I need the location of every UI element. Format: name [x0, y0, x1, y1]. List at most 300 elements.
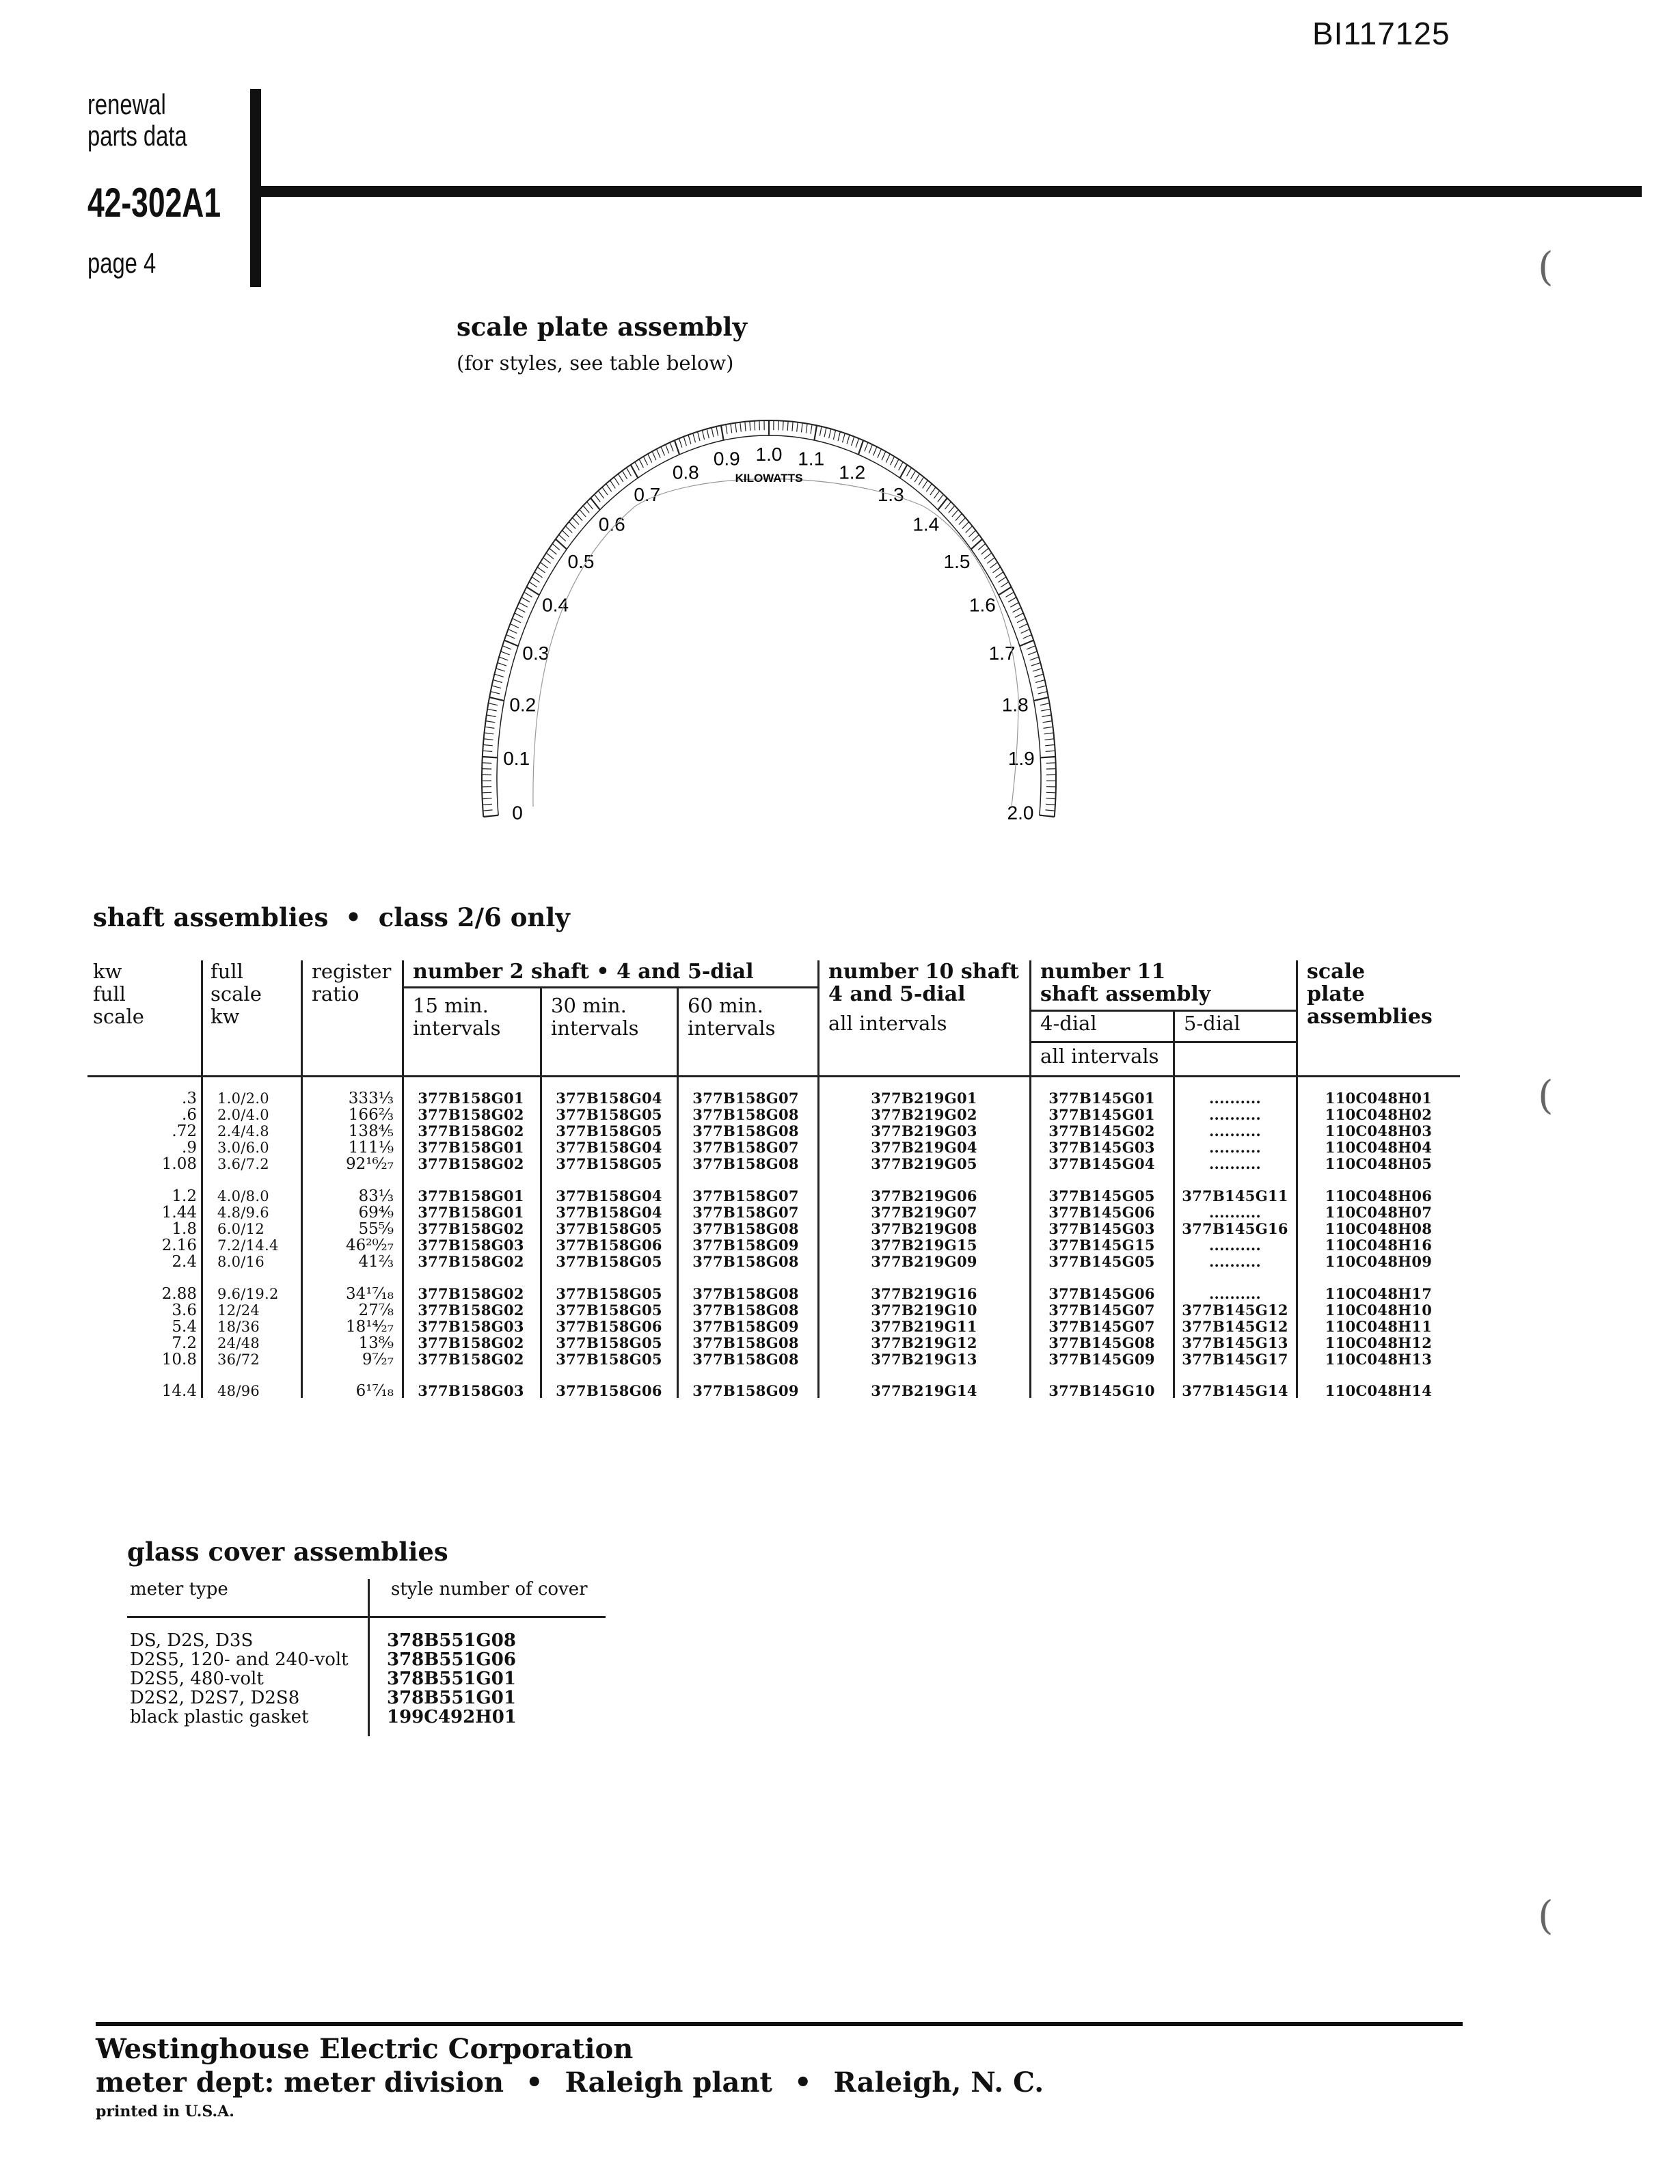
dial-value-label: 0.8 — [672, 461, 699, 483]
kilowatts-scale-dial — [451, 396, 1094, 820]
col-60-min: 60 min. intervals — [688, 994, 776, 1040]
cell-scale-plate: 110C048H17 110C048H10 110C048H11 110C048H12 110C048H13 — [1325, 1285, 1433, 1368]
dial-tick — [587, 502, 593, 509]
dial-tick — [949, 506, 955, 513]
dial-tick — [1019, 624, 1028, 628]
cell-kw-full-scale: 14.4 — [161, 1382, 197, 1400]
dial-tick — [926, 484, 932, 492]
dial-tick — [534, 572, 543, 578]
dial-tick — [787, 421, 788, 431]
dial-tick — [627, 468, 632, 476]
dial-tick — [483, 745, 493, 746]
dial-tick — [1040, 703, 1050, 705]
dial-value-label: 0.6 — [598, 513, 625, 535]
dial-tick — [910, 471, 915, 479]
dial-tick — [907, 468, 912, 476]
dial-tick — [712, 428, 714, 437]
dial-tick — [819, 427, 822, 436]
dial-value-label: 2.0 — [1007, 802, 1034, 820]
dial-tick — [483, 815, 498, 817]
column-rule — [1296, 960, 1298, 1398]
dial-tick — [1023, 635, 1032, 639]
dial-tick — [811, 424, 812, 434]
dial-value-label: 1.9 — [1007, 748, 1035, 770]
bullet: • — [525, 2066, 543, 2099]
margin-mark: ( — [1538, 243, 1554, 290]
dial-tick — [614, 477, 620, 485]
dial-tick — [838, 432, 840, 442]
dial-tick — [987, 558, 994, 564]
scale-plate-subtitle: (for styles, see table below) — [457, 351, 734, 375]
header-rule — [1029, 1041, 1296, 1043]
dial-tick — [501, 651, 510, 655]
dial-tick — [735, 423, 737, 433]
cell-kw-full-scale: 2.88 3.6 5.4 7.2 10.8 — [161, 1285, 197, 1369]
col-number-11-all-intervals: all intervals — [1040, 1044, 1159, 1068]
header-bottom-rule — [87, 1075, 1460, 1077]
col-5-dial: 5-dial — [1184, 1012, 1241, 1035]
shaft-assemblies-title — [93, 902, 570, 932]
bullet: • — [794, 2066, 812, 2099]
dial-tick — [631, 465, 638, 478]
dial-tick — [492, 686, 502, 688]
col-full-scale-kw: full scale kw — [211, 960, 262, 1028]
dial-tick — [938, 494, 944, 502]
dial-value-label: 1.1 — [798, 448, 825, 470]
dial-tick — [814, 425, 817, 440]
dial-tick — [595, 494, 601, 502]
dial-tick — [843, 433, 845, 443]
dial-tick — [716, 427, 718, 436]
col-kw-full-scale: kw full scale — [93, 960, 144, 1028]
dial-value-label: 1.4 — [912, 513, 940, 535]
col-number-10-shaft: number 10 shaft 4 and 5-dial — [828, 960, 1019, 1006]
glass-header-rule — [127, 1616, 606, 1618]
dial-tick — [526, 587, 539, 595]
dial-tick — [648, 454, 652, 463]
dial-tick — [852, 437, 854, 446]
dial-tick — [952, 510, 958, 517]
cell-number-10: 377B219G14 — [871, 1382, 977, 1399]
cell-15-min: 377B158G02 377B158G02 377B158G03 377B158G02 377B158G02 — [418, 1285, 524, 1368]
dial-tick — [580, 510, 586, 517]
dial-tick — [1045, 810, 1055, 811]
dial-tick — [956, 513, 962, 520]
dial-tick — [759, 420, 760, 430]
footer-dept: meter dept: meter division — [96, 2066, 504, 2099]
glass-cover-title: glass cover assemblies — [127, 1537, 448, 1567]
cell-register-ratio: 333⅓ 166⅔ 138⅘ 111⅑ 92¹⁶⁄₂₇ — [346, 1090, 394, 1173]
dial-tick — [1021, 630, 1030, 634]
dial-tick — [486, 721, 496, 723]
dial-tick — [482, 763, 491, 764]
column-rule — [402, 960, 404, 1398]
dial-tick — [1020, 641, 1033, 647]
dial-tick — [1033, 669, 1042, 671]
cell-number-10: 377B219G06 377B219G07 377B219G08 377B219G15 377B219G09 — [871, 1187, 977, 1270]
dial-tick — [1013, 608, 1021, 612]
header-vertical-rule — [250, 89, 261, 287]
dial-tick — [515, 613, 523, 618]
dial-value-label: 0.4 — [542, 594, 569, 616]
dial-tick — [524, 592, 532, 597]
footer-plant: Raleigh plant — [565, 2066, 773, 2099]
header-rule — [402, 986, 817, 988]
dial-tick — [489, 703, 498, 705]
dial-tick — [833, 430, 835, 440]
header-rule — [1029, 1010, 1296, 1012]
cell-full-scale-kw: 48/96 — [217, 1383, 260, 1399]
document-number: 42-302A1 — [87, 180, 221, 226]
cell-15-min: 377B158G01 377B158G01 377B158G02 377B158G03 377B158G02 — [418, 1187, 524, 1270]
dial-tick — [1030, 657, 1039, 660]
scale-plate-title: scale plate assembly — [457, 312, 747, 342]
dial-tick — [598, 491, 604, 498]
dial-tick — [483, 810, 493, 811]
dial-tick — [1041, 709, 1051, 711]
dial-tick — [1027, 646, 1035, 649]
dial-value-label: 0.5 — [567, 551, 595, 573]
dial-tick — [1046, 763, 1056, 764]
dial-tick — [1044, 739, 1054, 740]
dial-tick — [550, 548, 557, 554]
dial-tick — [506, 635, 515, 639]
dial-tick — [482, 792, 491, 793]
dial-tick — [519, 602, 528, 607]
cell-kw-full-scale: .3 .6 .72 .9 1.08 — [161, 1090, 197, 1173]
dial-tick — [1008, 597, 1016, 602]
dial-tick — [483, 804, 492, 805]
dial-tick — [1005, 592, 1014, 597]
dial-tick — [797, 422, 798, 432]
dial-tick — [707, 429, 709, 438]
dial-tick — [1017, 619, 1026, 623]
dial-tick — [962, 522, 969, 528]
dial-tick — [657, 449, 661, 458]
dial-tick — [1037, 686, 1046, 688]
cell-15-min: 377B158G03 — [418, 1382, 524, 1399]
dial-tick — [484, 739, 493, 740]
page-number: page 4 — [87, 247, 157, 279]
dial-tick — [778, 420, 779, 430]
cell-30-min: 377B158G06 — [556, 1382, 662, 1399]
cell-full-scale-kw: 4.0/8.0 4.8/9.6 6.0/12 7.2/14.4 8.0/16 — [217, 1188, 279, 1270]
dial-tick — [661, 447, 664, 456]
dial-tick — [622, 471, 627, 479]
dial-tick — [702, 430, 704, 440]
dial-tick — [721, 425, 724, 440]
cell-5-dial: .......... 377B145G12 377B145G12 377B145G13 377B145G17 — [1182, 1285, 1288, 1368]
col-15-min: 15 min. intervals — [413, 994, 501, 1040]
col-scale-plate-assemblies: scale plate assemblies — [1307, 960, 1433, 1029]
dial-tick — [829, 429, 831, 438]
header-line-renewal: renewal — [87, 88, 166, 120]
dial-tick — [493, 680, 502, 683]
dial-tick — [981, 548, 989, 554]
cell-60-min: 377B158G08 377B158G08 377B158G09 377B158G08 377B158G08 — [692, 1285, 799, 1368]
dial-tick — [873, 447, 877, 456]
dial-tick — [968, 530, 975, 537]
header-horizontal-rule — [261, 186, 1642, 197]
dial-tick — [1042, 715, 1051, 717]
dial-tick — [559, 535, 566, 541]
dial-tick — [886, 454, 890, 463]
dial-value-label: 1.7 — [988, 642, 1016, 664]
footer-printed: printed in U.S.A. — [96, 2103, 234, 2120]
dial-tick — [900, 465, 908, 478]
dial-tick — [1015, 613, 1023, 618]
dial-tick — [1010, 602, 1018, 607]
col-number-11-shaft: number 11 shaft assembly — [1040, 960, 1211, 1006]
dial-tick — [652, 451, 656, 460]
footer-company: Westinghouse Electric Corporation — [96, 2033, 634, 2065]
dial-tick — [502, 646, 511, 649]
cell-register-ratio: 6¹⁷⁄₁₈ — [355, 1382, 394, 1400]
footer-address — [96, 2066, 1044, 2099]
cell-register-ratio: 34¹⁷⁄₁₈ 27⅞ 18¹⁴⁄₂₇ 13⁸⁄₉ 9⁷⁄₂₇ — [346, 1285, 394, 1369]
dial-tick — [563, 530, 569, 537]
dial-tick — [882, 451, 886, 460]
col-30-min: 30 min. intervals — [551, 994, 639, 1040]
dial-tick — [1034, 697, 1048, 701]
dial-tick — [858, 440, 863, 455]
dial-tick — [923, 481, 928, 489]
dial-tick — [972, 535, 979, 541]
col-group-number-2-shaft: number 2 shaft • 4 and 5-dial — [413, 960, 754, 984]
dial-tick — [914, 474, 919, 482]
dial-tick — [934, 491, 939, 498]
dial-tick — [959, 517, 966, 524]
dial-tick — [999, 587, 1012, 595]
dial-value-label: 0 — [512, 802, 523, 820]
cell-number-10: 377B219G16 377B219G10 377B219G11 377B219G12 377B219G13 — [871, 1285, 977, 1368]
document-id: BI117125 — [1312, 16, 1450, 51]
dial-tick — [499, 657, 508, 660]
dial-value-label: 1.2 — [839, 461, 866, 483]
dial-value-label: 0.1 — [503, 748, 530, 770]
cell-5-dial: .......... .......... .......... .......... .......... — [1208, 1090, 1262, 1172]
dial-tick — [552, 543, 560, 550]
cell-60-min: 377B158G09 — [692, 1382, 799, 1399]
dial-tick — [802, 423, 803, 433]
dial-tick — [537, 567, 545, 573]
dial-tick — [529, 582, 537, 587]
glass-column-rule — [368, 1579, 370, 1736]
margin-mark: ( — [1538, 1072, 1554, 1118]
dial-tick — [666, 444, 669, 453]
dial-tick — [895, 459, 899, 468]
dial-tick — [993, 567, 1001, 573]
dial-tick — [726, 424, 727, 434]
dial-inner-arc — [497, 435, 1041, 815]
dial-tick — [546, 553, 554, 559]
dial-tick — [602, 487, 608, 495]
dial-tick — [513, 619, 521, 623]
dial-tick — [569, 522, 575, 528]
cell-15-min: 377B158G01 377B158G02 377B158G02 377B158G01 377B158G02 — [418, 1090, 524, 1172]
column-rule — [1029, 960, 1031, 1398]
dial-tick — [583, 506, 589, 513]
dial-tick — [496, 669, 505, 671]
dial-tick — [998, 577, 1006, 582]
dial-value-label: 1.3 — [877, 483, 904, 505]
dial-tick — [1043, 721, 1053, 723]
dial-tick — [504, 641, 518, 647]
cell-number-10: 377B219G01 377B219G02 377B219G03 377B219G04 377B219G05 — [871, 1090, 977, 1172]
dial-tick — [576, 513, 582, 520]
dial-tick — [745, 422, 746, 431]
shaft-title-class: class 2/6 only — [378, 902, 570, 932]
cell-4-dial: 377B145G05 377B145G06 377B145G03 377B145G15 377B145G05 — [1048, 1187, 1155, 1270]
dial-tick — [1046, 798, 1055, 799]
bullet: • — [345, 902, 362, 932]
dial-tick — [919, 477, 924, 485]
cell-30-min: 377B158G04 377B158G05 377B158G05 377B158G04 377B158G05 — [556, 1090, 662, 1172]
column-rule — [677, 988, 679, 1398]
dial-tick — [679, 438, 682, 447]
footer-rule — [96, 2022, 1463, 2026]
dial-tick — [1028, 651, 1037, 655]
column-rule — [540, 988, 542, 1398]
dial-tick — [541, 563, 548, 568]
dial-tick — [856, 438, 858, 447]
dial-tick — [565, 526, 572, 533]
cell-5-dial: 377B145G14 — [1182, 1382, 1288, 1399]
dial-tick — [1040, 815, 1055, 817]
dial-tick — [498, 662, 506, 666]
cell-30-min: 377B158G04 377B158G04 377B158G05 377B158G06 377B158G05 — [556, 1187, 662, 1270]
dial-tick — [995, 572, 1003, 578]
glass-style-numbers: 378B551G08 378B551G06 378B551G01 378B551G01 199C492H01 — [387, 1630, 517, 1727]
dial-tick — [1046, 804, 1055, 805]
dial-tick — [485, 733, 494, 734]
dial-tick — [1038, 692, 1048, 694]
glass-col-style-number: style number of cover — [391, 1579, 588, 1600]
dial-tick — [869, 444, 872, 453]
dial-tick — [978, 543, 986, 550]
dial-tick — [1031, 662, 1040, 666]
dial-tick — [517, 608, 525, 612]
cell-scale-plate: 110C048H06 110C048H07 110C048H08 110C048H16 110C048H09 — [1325, 1187, 1433, 1270]
dial-tick — [966, 526, 973, 533]
dial-tick — [1034, 674, 1043, 677]
dial-tick — [1035, 680, 1045, 683]
dial-tick — [984, 553, 992, 559]
cell-full-scale-kw: 1.0/2.0 2.0/4.0 2.4/4.8 3.0/6.0 3.6/7.2 — [217, 1090, 269, 1172]
dial-tick — [698, 432, 700, 442]
cell-scale-plate: 110C048H01 110C048H02 110C048H03 110C048H04 110C048H05 — [1325, 1090, 1433, 1172]
dial-tick — [573, 517, 580, 524]
dial-tick — [945, 502, 951, 509]
dial-tick — [878, 449, 882, 458]
dial-value-label: 0.7 — [634, 483, 661, 505]
dial-tick — [483, 798, 492, 799]
dial-tick — [485, 727, 495, 728]
dial-tick — [606, 484, 612, 492]
dial-value-label: 1.6 — [968, 594, 996, 616]
shaft-title-main: shaft assemblies — [93, 902, 329, 932]
dial-tick — [521, 597, 530, 602]
dial-value-label: 0.9 — [713, 448, 740, 470]
dial-tick — [487, 715, 496, 717]
dial-tick — [792, 422, 793, 431]
cell-full-scale-kw: 9.6/19.2 12/24 18/36 24/48 36/72 — [217, 1286, 279, 1368]
column-rule — [817, 960, 819, 1398]
glass-meter-types: DS, D2S, D3S D2S5, 120- and 240-volt D2S5, 480-volt D2S2, D2S7, D2S8 black plastic gasket — [130, 1630, 349, 1727]
dial-tick — [891, 457, 895, 466]
cell-60-min: 377B158G07 377B158G07 377B158G08 377B158G09 377B158G08 — [692, 1187, 799, 1270]
dial-tick — [675, 440, 679, 455]
glass-cover-table — [127, 1579, 606, 1736]
column-rule — [201, 960, 203, 1398]
dial-tick — [824, 428, 826, 437]
cell-5-dial: 377B145G11 .......... 377B145G16 .......... .......... — [1182, 1187, 1288, 1270]
col-register-ratio: register ratio — [312, 960, 392, 1006]
dial-value-label: 0.3 — [522, 642, 550, 664]
dial-tick — [639, 459, 643, 468]
dial-tick — [489, 697, 504, 701]
dial-value-label: 1.5 — [943, 551, 971, 573]
glass-col-meter-type: meter type — [130, 1579, 228, 1600]
dial-tick — [494, 674, 503, 677]
footer-city: Raleigh, N. C. — [833, 2066, 1044, 2099]
dial-tick — [930, 487, 936, 495]
cell-4-dial: 377B145G10 — [1048, 1382, 1155, 1399]
cell-4-dial: 377B145G01 377B145G01 377B145G02 377B145G03 377B145G04 — [1048, 1090, 1155, 1172]
dial-tick — [806, 424, 807, 433]
dial-tick — [990, 563, 997, 568]
cell-register-ratio: 83⅓ 69⁴⁄₉ 55⁵⁄₉ 46²⁰⁄₂₇ 41⅔ — [346, 1187, 394, 1271]
dial-tick — [731, 424, 732, 433]
dial-tick — [670, 442, 673, 451]
dial-tick — [683, 437, 686, 446]
dial-tick — [693, 433, 696, 443]
dial-value-label: 0.2 — [509, 694, 537, 716]
dial-tick — [487, 709, 497, 711]
dial-tick — [1001, 582, 1009, 587]
cell-30-min: 377B158G05 377B158G05 377B158G06 377B158G05 377B158G05 — [556, 1285, 662, 1368]
cell-kw-full-scale: 1.2 1.44 1.8 2.16 2.4 — [161, 1187, 197, 1271]
col-4-dial: 4-dial — [1040, 1012, 1097, 1035]
dial-tick — [635, 462, 640, 470]
header-line-parts-data: parts data — [87, 120, 187, 152]
cell-4-dial: 377B145G06 377B145G07 377B145G07 377B145G08 377B145G09 — [1048, 1285, 1155, 1368]
dial-tick — [491, 692, 500, 694]
dial-tick — [610, 481, 616, 489]
dial-value-label: 1.0 — [755, 444, 783, 465]
column-rule — [1173, 1011, 1175, 1398]
cell-scale-plate: 110C048H14 — [1325, 1382, 1433, 1399]
cell-60-min: 377B158G07 377B158G08 377B158G08 377B158G07 377B158G08 — [692, 1090, 799, 1172]
dial-tick — [740, 422, 742, 432]
margin-mark: ( — [1538, 1892, 1554, 1939]
dial-tick — [865, 442, 868, 451]
dial-tick — [1046, 792, 1056, 793]
dial-tick — [643, 457, 647, 466]
dial-value-label: 1.8 — [1001, 694, 1029, 716]
dial-tick — [1045, 745, 1055, 746]
dial-tick — [511, 624, 519, 628]
dial-tick — [1044, 733, 1054, 734]
shaft-assemblies-table — [87, 960, 1461, 1425]
col-number-10-all-intervals: all intervals — [828, 1012, 947, 1035]
dial-tick — [509, 630, 517, 634]
dial-tick — [532, 577, 540, 582]
dial-tick — [543, 558, 551, 564]
dial-kilowatts-label: KILOWATTS — [735, 472, 803, 485]
dial-tick — [618, 474, 623, 482]
dial-tick — [688, 435, 691, 444]
